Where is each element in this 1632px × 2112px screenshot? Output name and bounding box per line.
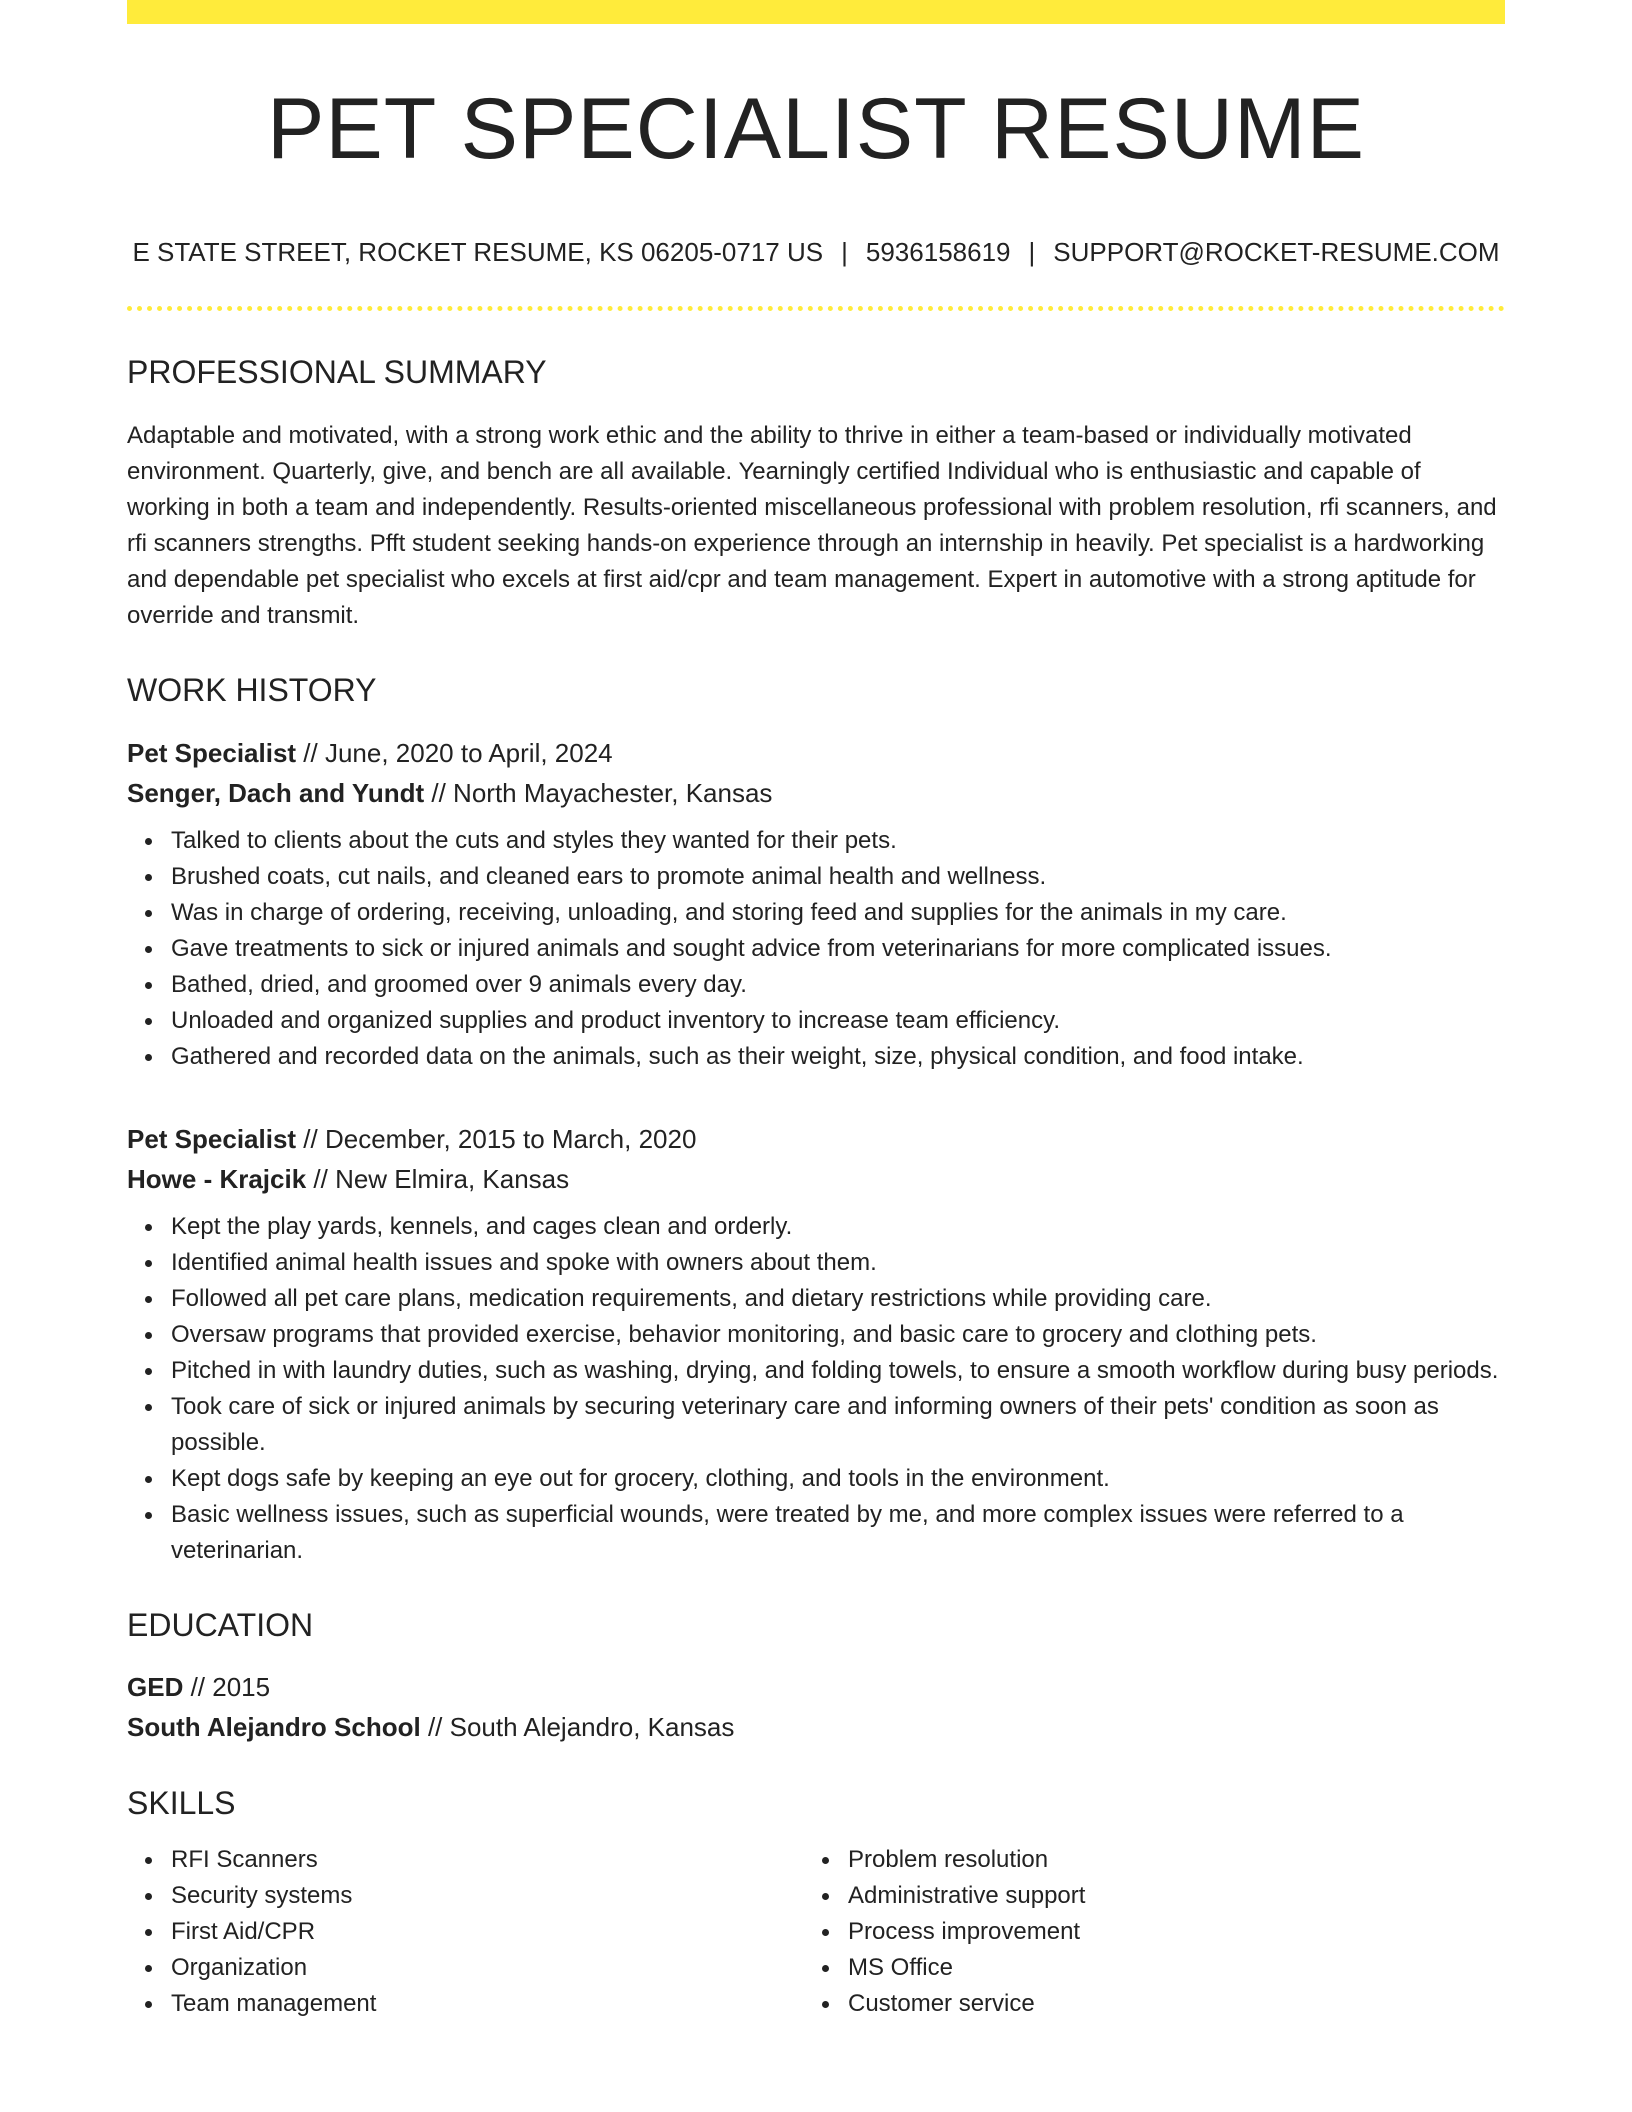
job-entry [127,1119,1505,1569]
skill-item: Security systems [171,1878,804,1914]
skills-heading: SKILLS [127,1784,236,1821]
job-company: Senger, Dach and Yundt [127,778,425,809]
list-item: Kept dogs safe by keeping an eye out for grocery, clothing, and tools in the environment. [171,1461,1505,1497]
job-title-line [127,733,1505,773]
skill-item: Team management [171,1986,804,2022]
job-company-line [127,1159,1505,1199]
education-degree-line [127,1667,1505,1707]
job-title-line [127,1119,1505,1159]
list-item: Gathered and recorded data on the animals, such as their weight, size, physical condition, and food intake. [171,1039,1505,1075]
skill-item: First Aid/CPR [171,1914,804,1950]
education-degree: GED [127,1671,184,1702]
education-heading: EDUCATION [127,1607,314,1644]
contact-line [127,236,1505,270]
list-item: Oversaw programs that provided exercise, behavior monitoring, and basic care to grocery and clothing pets. [171,1317,1505,1353]
job-duties-list [127,823,1505,1075]
summary-heading: PROFESSIONAL SUMMARY [127,354,547,390]
list-item: Took care of sick or injured animals by securing veterinary care and informing owners of their pets' condition as soon as possible. [171,1389,1505,1461]
summary-text: Adaptable and motivated, with a strong work ethic and the ability to thrive in either a team-based or individually motivated environment. Quarterly, give, and bench are all available. Yearningly certified Individual who is enthusiastic and capable of working in both a team and independently. Results-oriented miscellaneous professional with problem resolution, rfi scanners, and rfi scanners strengths. Pfft student seeking hands-on experience through an internship in heavily. Pet specialist is a hardworking and dependable pet specialist who excels at first aid/cpr and team management. Expert in automotive with a strong aptitude for override and transmit. [127,421,1497,629]
skills-list-left [127,1842,804,2022]
skill-item: Problem resolution [848,1842,1481,1878]
job-title: Pet Specialist [127,1124,297,1155]
job-duties-list [127,1209,1505,1569]
work-history-heading: WORK HISTORY [127,671,377,708]
education-year: // 2015 [183,1671,271,1702]
job-dates: // December, 2015 to March, 2020 [296,1124,697,1155]
skills-section [127,1783,1505,2023]
contact-address: E STATE STREET, ROCKET RESUME, KS 06205-0717 US [132,237,824,267]
contact-email: SUPPORT@ROCKET-RESUME.COM [1053,237,1500,267]
work-history-section [127,670,1505,1570]
resume-content [127,352,1505,2022]
job-location: // North Mayachester, Kansas [424,778,773,809]
contact-separator: | [841,237,848,267]
education-entry [127,1667,1505,1747]
list-item: Was in charge of ordering, receiving, unloading, and storing feed and supplies for the animals in my care. [171,895,1505,931]
list-item: Talked to clients about the cuts and styles they wanted for their pets. [171,823,1505,859]
skill-item: Process improvement [848,1914,1481,1950]
skill-item: MS Office [848,1950,1481,1986]
education-location: // South Alejandro, Kansas [420,1711,735,1742]
list-item: Unloaded and organized supplies and product inventory to increase team efficiency. [171,1003,1505,1039]
job-title: Pet Specialist [127,738,297,769]
list-item: Bathed, dried, and groomed over 9 animals every day. [171,967,1505,1003]
education-school: South Alejandro School [127,1711,421,1742]
contact-phone: 5936158619 [865,237,1011,267]
job-dates: // June, 2020 to April, 2024 [296,738,613,769]
job-entry [127,733,1505,1075]
contact-separator: | [1028,237,1036,267]
skill-item: Organization [171,1950,804,1986]
accent-top-bar [127,0,1505,24]
job-company-line [127,773,1505,813]
list-item: Gave treatments to sick or injured animals and sought advice from veterinarians for more complicated issues. [171,931,1505,967]
dotted-divider [127,306,1505,311]
skills-list-right [804,1842,1481,2022]
list-item: Pitched in with laundry duties, such as washing, drying, and folding towels, to ensure a smooth workflow during busy periods. [171,1353,1505,1389]
list-item: Identified animal health issues and spoke with owners about them. [171,1245,1505,1281]
education-section [127,1605,1505,1747]
job-company: Howe - Krajcik [127,1164,307,1195]
job-location: // New Elmira, Kansas [306,1164,570,1195]
skill-item: RFI Scanners [171,1842,804,1878]
list-item: Followed all pet care plans, medication requirements, and dietary restrictions while providing care. [171,1281,1505,1317]
summary-section [127,352,1505,634]
page-title: PET SPECIALIST RESUME [267,81,1365,177]
skill-item: Customer service [848,1986,1481,2022]
list-item: Basic wellness issues, such as superficial wounds, were treated by me, and more complex issues were referred to a veterinarian. [171,1497,1505,1569]
list-item: Kept the play yards, kennels, and cages clean and orderly. [171,1209,1505,1245]
skills-columns [127,1842,1505,2022]
list-item: Brushed coats, cut nails, and cleaned ears to promote animal health and wellness. [171,859,1505,895]
education-school-line [127,1707,1505,1747]
skill-item: Administrative support [848,1878,1481,1914]
